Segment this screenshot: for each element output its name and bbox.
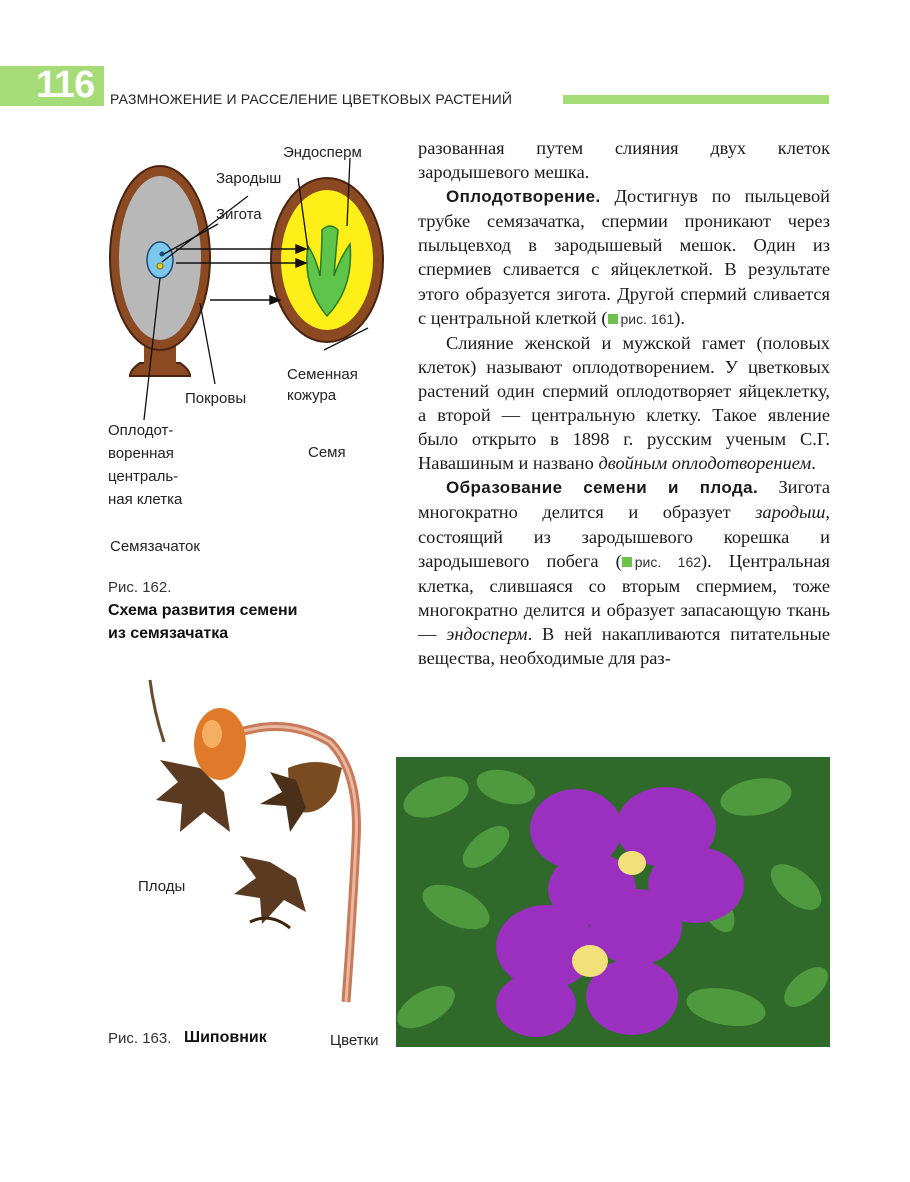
label-seed-coat-1: Семенная [287, 366, 358, 383]
figure162-caption-title-2: из семязачатка [108, 625, 229, 642]
label-central-cell-1: Оплодот- [108, 422, 174, 439]
label-embryo: Зародыш [216, 170, 282, 187]
paragraph-4-text-b: , состоящий из зародышевого корешка и зародышевого побега ( [418, 502, 830, 571]
paragraph-3-text: Слияние женской и мужской гамет (половых клеток) называют оплодотворением. У цветковых растений один спермий оплодотворяет яйцеклетку, а второй — центральную клетку. Такое явление было открыто в 1898 г. русским ученым С.Г. Навашиным и названо [418, 332, 830, 474]
label-central-cell-4: ная клетка [108, 491, 183, 508]
figure162-caption-title-1: Схема развития семени [108, 602, 298, 619]
label-integuments: Покровы [185, 390, 247, 407]
label-seed-coat-2: кожура [287, 387, 337, 404]
paragraph-2-text: Достигнув по пыльцевой трубке семязачатка, спермии проникают через пыльцевход в зародышевый мешок. Один из спермиев сливается с яйцеклеткой. В результате этого образуется зигота. Другой спермий сливается с центральной клеткой ( [418, 186, 830, 328]
paragraph-3-end: . [811, 453, 816, 474]
figure-ref-marker-icon [622, 557, 632, 567]
paragraph-2-end: ). [674, 307, 685, 328]
rosehip-flowers-photo [396, 757, 830, 1047]
header-rule [563, 95, 829, 104]
body-text [418, 136, 830, 670]
label-seed: Семя [308, 444, 346, 461]
label-zygote: Зигота [216, 206, 262, 223]
figure-ref-161-text: рис. 161 [620, 310, 675, 327]
label-fruits: Плоды [138, 878, 186, 895]
ovule-drawing [110, 166, 210, 376]
paragraph-3 [418, 331, 830, 476]
heading-seed-fruit: Образование семени и плода. [446, 478, 759, 498]
label-flowers: Цветки [330, 1032, 379, 1049]
figure-ref-marker-icon [608, 314, 618, 324]
rosehip-fruits-photo [120, 672, 372, 1004]
paragraph-4 [418, 475, 830, 670]
figure-ref-161 [608, 311, 675, 327]
heading-fertilization: Оплодотворение. [446, 187, 601, 207]
paragraph-4-text-d: . В ней накапливаются питательные вещества, необходимые для раз- [418, 623, 830, 668]
paragraph-2 [418, 184, 830, 331]
paragraph-4-text-c: ). Центральная клетка, слившаяся со вторым спермием, тоже многократно делится и образует запасающую ткань — [418, 550, 830, 644]
term-endosperm: эндосперм [446, 623, 528, 644]
figure163-caption-number: Рис. 163. [108, 1030, 172, 1047]
label-central-cell-3: централь- [108, 468, 179, 485]
running-title: РАЗМНОЖЕНИЕ И РАССЕЛЕНИЕ ЦВЕТКОВЫХ РАСТЕНИЙ [110, 91, 513, 107]
label-central-cell-2: воренная [108, 445, 174, 462]
page-number: 116 [36, 64, 95, 106]
term-double-fertilization: двойным оплодотворением [598, 453, 812, 474]
figure-ref-162-text: рис. 162 [634, 553, 702, 570]
figure162-caption-number: Рис. 162. [108, 579, 172, 596]
paragraph-1-text: разованная путем слияния двух клеток зародышевого мешка. [418, 138, 830, 183]
term-embryo: зародыш [755, 502, 826, 523]
seed-drawing [271, 178, 383, 342]
label-ovule: Семязачаток [110, 538, 200, 555]
figure-ref-162 [622, 554, 701, 570]
paragraph-1 [418, 136, 830, 184]
figure163-caption-title: Шиповник [184, 1029, 267, 1046]
label-endosperm: Эндосперм [283, 144, 362, 161]
paragraph-4-text: Зигота многократно делится и образует [418, 477, 830, 523]
